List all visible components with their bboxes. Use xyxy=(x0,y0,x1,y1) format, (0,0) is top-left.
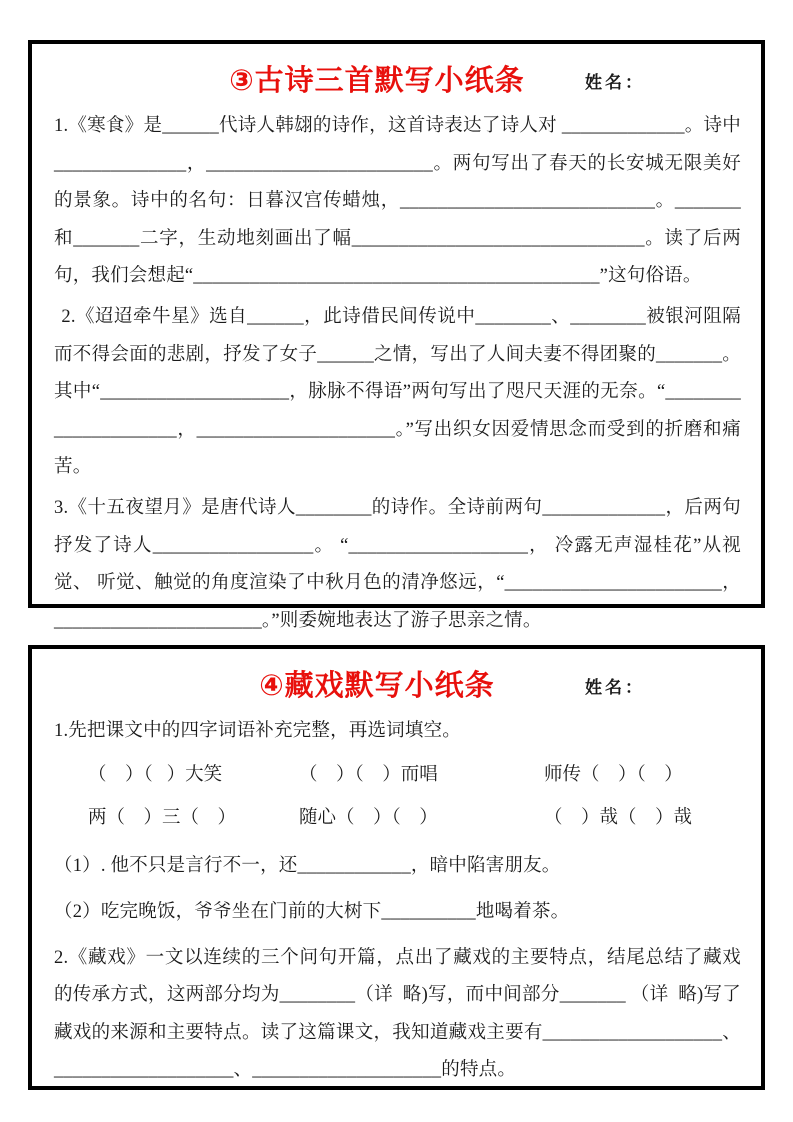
section2-title: ④藏戏默写小纸条 xyxy=(259,670,495,702)
question-zangxi-summary: 2.《藏戏》一文以连续的三个问句开篇，点出了藏戏的主要特点，结尾总结了藏戏的传承方式，这两部分均为________（详 略)写，而中间部分_______ （详 略)写了藏戏的来源和主要特点。读了这篇课文，我知道藏戏主要有___________________、___________________、____________________的特点。 xyxy=(54,947,741,1081)
word-blank-shichuan: 师传（ ）（ ） xyxy=(544,764,683,785)
section2-name-label: 姓名： xyxy=(585,678,645,697)
section1-header xyxy=(54,52,741,108)
word-grid-row xyxy=(54,797,741,840)
question-hanshi: 1.《寒食》是______代诗人韩翃的诗作，这首诗表达了诗人对 _____________。诗中______________，________________________。两句写出了春天的长安城无限美好的景象。诗中的名句：日暮汉宫传蜡烛，___________________________。_______和_______二字，生动地刻画出了幅_______________________________。读了后两句，我们会想起“___________________________________________”这句俗语。 xyxy=(54,116,741,287)
word-blank-daxiao: （ ）（ ）大笑 xyxy=(88,764,223,785)
question-shiwuye: 3.《十五夜望月》是唐代诗人________的诗作。全诗前两句_____________，后两句抒发了诗人_________________。 “___________________， 冷露无声湿桂花”从视觉、 听觉、触觉的角度渲染了中秋月色的清净悠远，“_______________________，______________________。”则委婉地表达了游子思亲之情。 xyxy=(54,497,741,631)
question-words-intro: 1.先把课文中的四字词语补充完整，再选词填空。 xyxy=(54,721,461,741)
word-blank-erchang: （ ）（ ）而唱 xyxy=(299,764,438,785)
fill-item-1: （1）. 他不只是言行不一，还____________，暗中陷害朋友。 xyxy=(54,855,561,876)
fill-item-2: （2）吃完晚饭，爷爷坐在门前的大树下__________地喝着茶。 xyxy=(54,901,570,922)
section2-header xyxy=(54,657,741,713)
section1-title: ③古诗三首默写小纸条 xyxy=(229,65,525,97)
word-completion-grid xyxy=(54,754,741,840)
section1-name-label: 姓名： xyxy=(585,73,645,92)
question-tiaotiao: 2.《迢迢牵牛星》选自______，此诗借民间传说中________、________被银河阻隔而不得会面的悲剧，抒发了女子______之情，写出了人间夫妻不得团聚的_______。其中“____________________，脉脉不得语”两句写出了咫尺天涯的无奈。“_____________________，_____________________。”写出织女因爱情思念而受到的折磨和痛苦。 xyxy=(54,306,741,478)
section-ancient-poems xyxy=(28,40,765,631)
section-zangxi xyxy=(28,645,765,1090)
word-grid-row xyxy=(54,754,741,797)
word-blank-zaizai: （ ）哉（ ）哉 xyxy=(544,807,693,828)
word-blank-liangsan: 两（ ）三（ ） xyxy=(88,807,237,828)
word-blank-suixin: 随心（ ）（ ） xyxy=(299,807,438,828)
